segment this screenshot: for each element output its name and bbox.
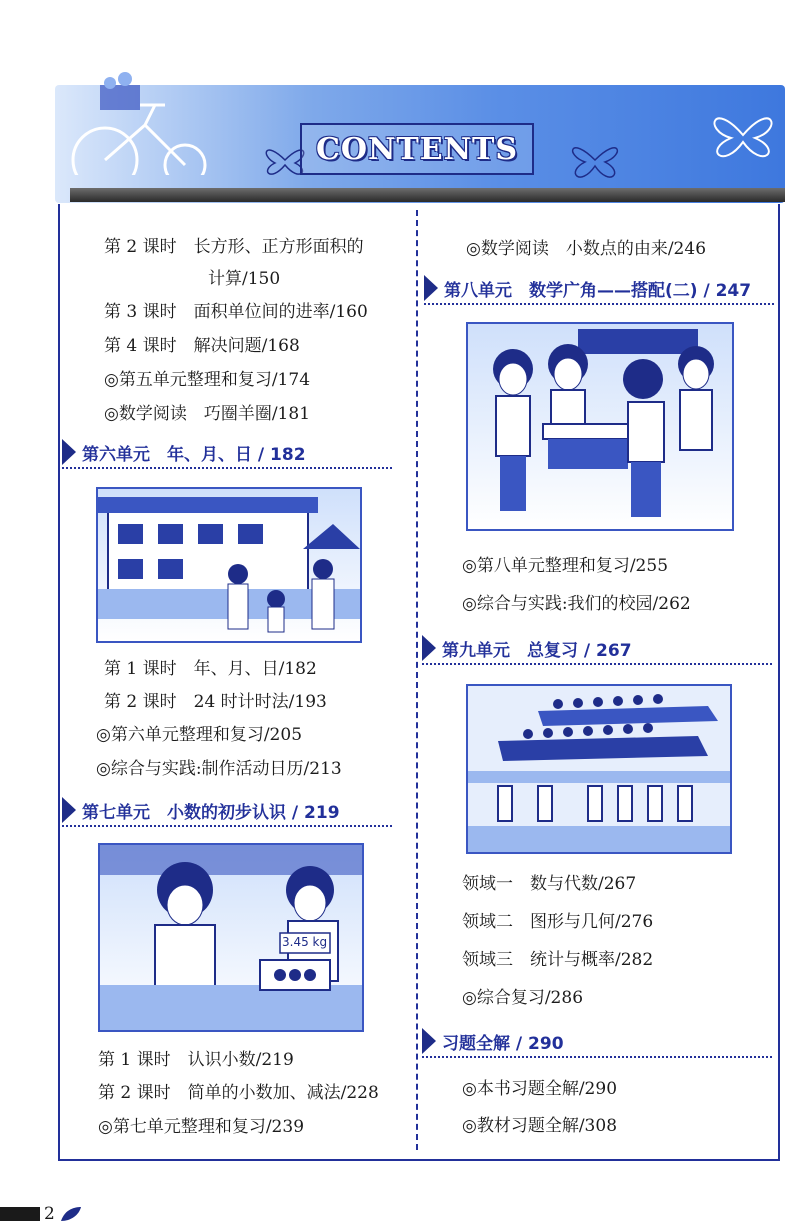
- toc-item[interactable]: ◎第五单元整理和复习/174: [104, 370, 311, 390]
- illustration-classroom: [466, 322, 734, 531]
- butterfly-icon: [560, 130, 630, 190]
- toc-item[interactable]: 第 2 课时 24 时计时法/193: [104, 692, 327, 712]
- toc-item[interactable]: 第 1 课时 认识小数/219: [98, 1050, 294, 1070]
- family-illustration: [98, 489, 360, 641]
- banner-shelf: [70, 188, 785, 202]
- arrow-icon: [62, 439, 76, 465]
- toc-item[interactable]: ◎综合与实践:制作活动日历/213: [96, 759, 342, 779]
- unit-heading-8[interactable]: [424, 273, 751, 303]
- classroom-illustration: [468, 324, 732, 529]
- arrow-icon: [422, 635, 436, 661]
- page-number-footer: [0, 1200, 83, 1228]
- toc-item[interactable]: 计算/150: [208, 269, 281, 289]
- toc-item[interactable]: ◎数学阅读 巧圈羊圈/181: [104, 404, 311, 424]
- toc-item[interactable]: 第 3 课时 面积单位间的进率/160: [104, 302, 368, 322]
- unit-title: 习题全解 / 290: [442, 1033, 564, 1054]
- toc-item[interactable]: ◎第七单元整理和复习/239: [98, 1117, 305, 1137]
- unit-title: 第九单元 总复习 / 267: [442, 640, 632, 661]
- toc-item[interactable]: 第 2 课时 简单的小数加、减法/228: [98, 1083, 379, 1103]
- unit-heading-6[interactable]: [62, 437, 306, 467]
- toc-item[interactable]: ◎教材习题全解/308: [462, 1116, 618, 1136]
- unit-title: 第八单元 数学广角——搭配(二) / 247: [444, 280, 752, 301]
- illustration-family-house: [96, 487, 362, 643]
- toc-item[interactable]: ◎综合复习/286: [462, 988, 584, 1008]
- toc-item[interactable]: 领域一 数与代数/267: [462, 874, 637, 894]
- toc-item[interactable]: 第 1 课时 年、月、日/182: [104, 659, 317, 679]
- scale-readout: 3.45 kg: [282, 935, 328, 949]
- toc-item[interactable]: ◎本书习题全解/290: [462, 1079, 618, 1099]
- arrow-icon: [62, 797, 76, 823]
- toc-item[interactable]: ◎第八单元整理和复习/255: [462, 556, 669, 576]
- unit-heading-exercises[interactable]: [422, 1026, 564, 1056]
- page-title: CONTENTS: [315, 131, 519, 167]
- arrow-icon: [422, 1028, 436, 1054]
- toc-item[interactable]: ◎数学阅读 小数点的由来/246: [466, 239, 707, 259]
- page-number: 2: [44, 1204, 55, 1224]
- column-divider: [416, 210, 418, 1150]
- leaf-icon: [59, 1205, 83, 1223]
- unit-heading-9[interactable]: [422, 633, 632, 663]
- illustration-shopping: [98, 843, 364, 1032]
- toc-item[interactable]: ◎综合与实践:我们的校园/262: [462, 594, 691, 614]
- toc-item[interactable]: 第 4 课时 解决问题/168: [104, 336, 300, 356]
- unit-heading-7[interactable]: [62, 795, 340, 825]
- contents-title-box: [300, 123, 534, 175]
- dragon-boat-illustration: [468, 686, 730, 852]
- illustration-dragon-boat: [466, 684, 732, 854]
- unit-title: 第七单元 小数的初步认识 / 219: [82, 802, 340, 823]
- butterfly-icon: [703, 100, 783, 170]
- unit-title: 第六单元 年、月、日 / 182: [82, 444, 306, 465]
- toc-item[interactable]: 领域二 图形与几何/276: [462, 912, 654, 932]
- toc-item[interactable]: 第 2 课时 长方形、正方形面积的: [104, 237, 364, 257]
- arrow-icon: [424, 275, 438, 301]
- toc-item[interactable]: ◎第六单元整理和复习/205: [96, 725, 303, 745]
- bicycle-decoration: [55, 65, 255, 175]
- toc-item[interactable]: 领域三 统计与概率/282: [462, 950, 654, 970]
